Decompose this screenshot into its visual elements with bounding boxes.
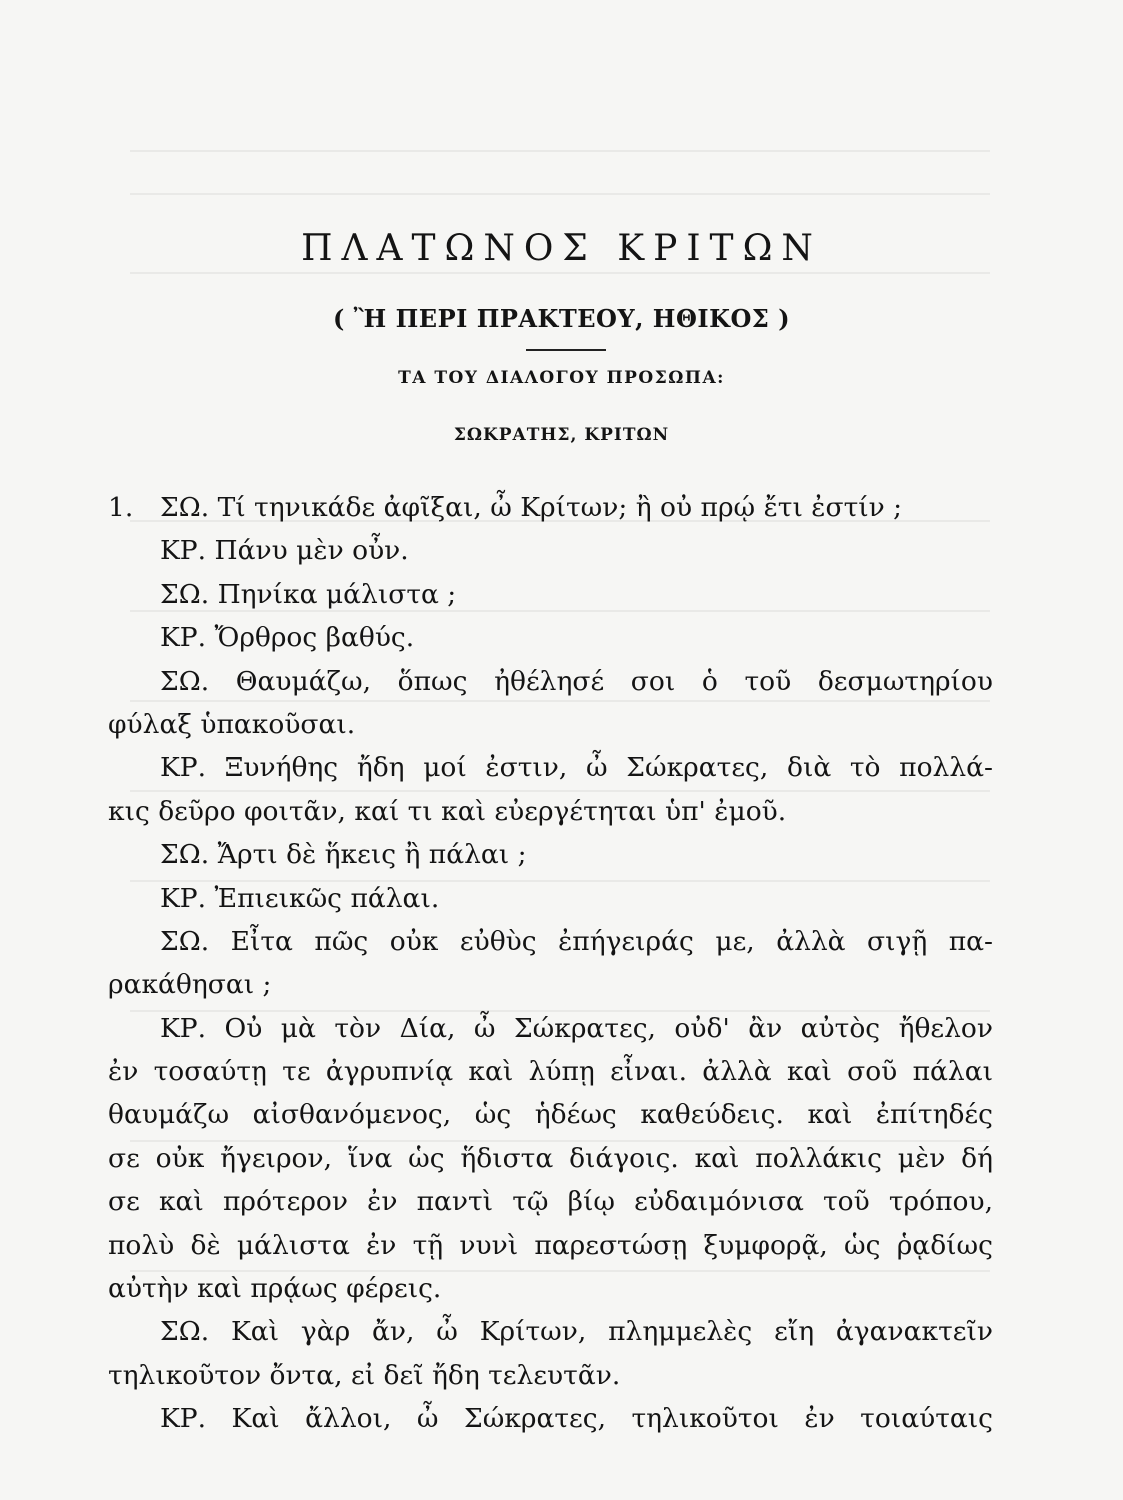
line-text: Ἐπιεικῶς πάλαι. bbox=[214, 882, 440, 914]
speaker-label: ΚΡ. bbox=[160, 622, 215, 654]
line-text: ἐν τοσαύτῃ τε ἀγρυπνίᾳ καὶ λύπῃ εἶναι. ἀλλὰ καὶ σοῦ πάλαι bbox=[108, 1056, 993, 1088]
speaker-label: ΣΩ. bbox=[160, 839, 218, 871]
speaker-label: ΚΡ. bbox=[160, 1012, 225, 1044]
speaker-label: ΣΩ. bbox=[160, 578, 218, 610]
dialogue-line bbox=[108, 746, 993, 789]
dialogue-line bbox=[108, 1310, 993, 1353]
persons-heading: ΤΑ ΤΟΥ ΔΙΑΛΟΓΟΥ ΠΡΟΣΩΠΑ: bbox=[398, 368, 725, 388]
speaker-label: ΚΡ. bbox=[160, 1403, 232, 1435]
dialogue-line bbox=[108, 1267, 993, 1310]
persons-list: ΣΩΚΡΑΤΗΣ, ΚΡΙΤΩΝ bbox=[453, 425, 670, 445]
dialogue-line bbox=[108, 1397, 993, 1440]
line-text: Καὶ ἄλλοι, ὦ Σώκρατες, τηλικοῦτοι ἐν τοιαύταις bbox=[231, 1403, 993, 1435]
speaker-label: ΣΩ. bbox=[160, 925, 231, 957]
dialogue-line bbox=[108, 660, 993, 703]
speaker-label: ΚΡ. bbox=[160, 882, 215, 914]
dialogue-line bbox=[108, 1007, 993, 1050]
line-text: Ἄρτι δὲ ἥκεις ἢ πάλαι ; bbox=[217, 839, 527, 871]
dialogue-line bbox=[108, 963, 993, 1006]
line-text: Ὄρθρος βαθύς. bbox=[214, 622, 415, 654]
section-number: 1. bbox=[108, 492, 134, 523]
dialogue-line bbox=[108, 1224, 993, 1267]
line-text: Πάνυ μὲν οὖν. bbox=[214, 535, 409, 567]
dialogue-line bbox=[108, 1354, 993, 1397]
speaker-label: ΣΩ. bbox=[160, 665, 236, 697]
dialogue-text bbox=[108, 486, 993, 1441]
line-text: ρακάθησαι ; bbox=[108, 969, 272, 1001]
page-subtitle: ( Ἢ ΠΕΡΙ ΠΡΑΚΤΕΟΥ, ΗΘΙΚΟΣ ) bbox=[332, 304, 791, 333]
dialogue-line bbox=[108, 616, 993, 659]
dialogue-line bbox=[108, 833, 993, 876]
dialogue-line bbox=[108, 703, 993, 746]
dialogue-line bbox=[108, 1137, 993, 1180]
speaker-label: ΚΡ. bbox=[160, 752, 225, 784]
dialogue-line bbox=[108, 529, 993, 572]
dialogue-line bbox=[108, 920, 993, 963]
line-text: Καὶ γὰρ ἄν, ὦ Κρίτων, πλημμελὲς εἴη ἀγανακτεῖν bbox=[230, 1316, 993, 1348]
dialogue-line bbox=[108, 877, 993, 920]
line-text: Πηνίκα μάλιστα ; bbox=[217, 578, 457, 610]
dialogue-line bbox=[108, 573, 993, 616]
dialogue-line bbox=[108, 1093, 993, 1136]
dialogue-line bbox=[108, 790, 993, 833]
line-text: σε καὶ πρότερον ἐν παντὶ τῷ βίῳ εὐδαιμόνισα τοῦ τρόπου, bbox=[108, 1186, 993, 1218]
speaker-label: ΣΩ. bbox=[160, 492, 218, 523]
line-text: Ξυνήθης ἤδη μοί ἐστιν, ὦ Σώκρατες, διὰ τὸ πολλά- bbox=[224, 752, 993, 784]
speaker-label: ΣΩ. bbox=[160, 1316, 231, 1348]
line-text: κις δεῦρο φοιτᾶν, καί τι καὶ εὐεργέτηται ὑπ' ἐμοῦ. bbox=[108, 795, 787, 827]
dialogue-line bbox=[108, 1050, 993, 1093]
line-text: σε οὐκ ἤγειρον, ἵνα ὡς ἥδιστα διάγοις. καὶ πολλάκις μὲν δή bbox=[108, 1142, 993, 1174]
dialogue-line bbox=[108, 1180, 993, 1223]
line-text: θαυμάζω αἰσθανόμενος, ὡς ἡδέως καθεύδεις. καὶ ἐπίτηδές bbox=[108, 1099, 993, 1131]
line-text: τηλικοῦτον ὄντα, εἰ δεῖ ἤδη τελευτᾶν. bbox=[108, 1359, 621, 1391]
line-text: Εἶτα πῶς οὐκ εὐθὺς ἐπήγειράς με, ἀλλὰ σιγῇ πα- bbox=[230, 925, 993, 957]
title-divider bbox=[526, 349, 606, 351]
line-text: αὐτὴν καὶ πρᾴως φέρεις. bbox=[108, 1273, 442, 1305]
line-text: Τί τηνικάδε ἀφῖξαι, ὦ Κρίτων; ἢ οὐ πρῴ ἔτι ἐστίν ; bbox=[217, 492, 903, 523]
line-text: Οὐ μὰ τὸν Δία, ὦ Σώκρατες, οὐδ' ἂν αὐτὸς ἤθελον bbox=[224, 1012, 993, 1044]
speaker-label: ΚΡ. bbox=[160, 535, 215, 567]
page-title: ΠΛΑΤΩΝΟΣ ΚΡΙΤΩΝ bbox=[301, 228, 822, 269]
dialogue-line bbox=[108, 486, 993, 529]
line-text: πολὺ δὲ μάλιστα ἐν τῇ νυνὶ παρεστώσῃ ξυμφορᾷ, ὡς ῥᾳδίως bbox=[108, 1229, 993, 1261]
line-text: Θαυμάζω, ὅπως ἠθέλησέ σοι ὁ τοῦ δεσμωτηρίου bbox=[235, 665, 993, 697]
line-text: φύλαξ ὑπακοῦσαι. bbox=[108, 708, 356, 740]
